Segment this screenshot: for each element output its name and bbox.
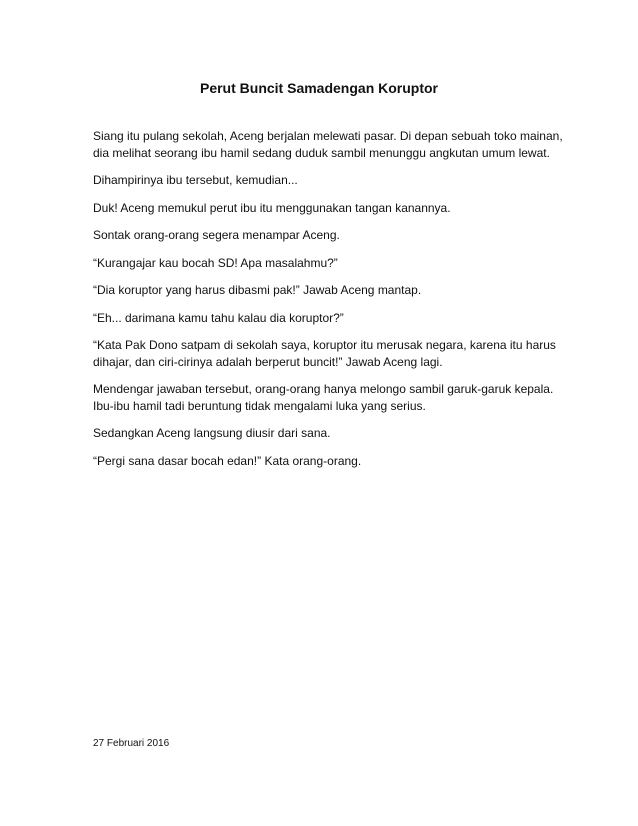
paragraph-6: [93, 282, 563, 299]
footer-date: 27 Februari 2016: [93, 738, 170, 749]
paragraph-5: [93, 255, 563, 272]
paragraph-10: [93, 425, 563, 442]
document-title: Perut Buncit Samadengan Koruptor: [199, 80, 439, 96]
paragraph-line: Duk! Aceng memukul perut ibu itu menggunakan tangan kanannya.: [93, 200, 451, 215]
paragraph-2: [93, 172, 563, 189]
paragraph-line: Dihampirinya ibu tersebut, kemudian...: [93, 173, 298, 187]
paragraph-7: [93, 310, 563, 327]
paragraph-line: “Pergi sana dasar bocah edan!” Kata orang-orang.: [93, 453, 362, 468]
paragraph-line: “Dia koruptor yang harus dibasmi pak!” Jawab Aceng mantap.: [93, 283, 422, 297]
paragraph-line: Mendengar jawaban tersebut, orang-orang hanya melongo sambil garuk-garuk kepala.: [93, 382, 554, 396]
paragraph-line: Sedangkan Aceng langsung diusir dari sana.: [93, 426, 331, 440]
paragraph-line: dia melihat seorang ibu hamil sedang duduk sambil menunggu angkutan umum lewat.: [93, 145, 550, 160]
paragraph-8: [93, 337, 563, 370]
paragraph-3: [93, 200, 563, 217]
paragraph-9: [93, 381, 563, 414]
paragraph-line: dihajar, dan ciri-cirinya adalah berperut buncit!” Jawab Aceng lagi.: [93, 354, 443, 369]
document-body: [93, 128, 563, 480]
paragraph-line: Siang itu pulang sekolah, Aceng berjalan melewati pasar. Di depan sebuah toko mainan,: [93, 129, 563, 143]
paragraph-line: “Kurangajar kau bocah SD! Apa masalahmu?”: [93, 255, 338, 270]
paragraph-line: “Eh... darimana kamu tahu kalau dia koruptor?”: [93, 310, 344, 325]
paragraph-line: Sontak orang-orang segera menampar Aceng.: [93, 228, 340, 242]
paragraph-line: “Kata Pak Dono satpam di sekolah saya, koruptor itu merusak negara, karena itu harus: [93, 338, 556, 352]
paragraph-4: [93, 227, 563, 244]
paragraph-line: Ibu-ibu hamil tadi beruntung tidak mengalami luka yang serius.: [93, 398, 426, 413]
paragraph-1: [93, 128, 563, 161]
paragraph-11: [93, 453, 563, 470]
